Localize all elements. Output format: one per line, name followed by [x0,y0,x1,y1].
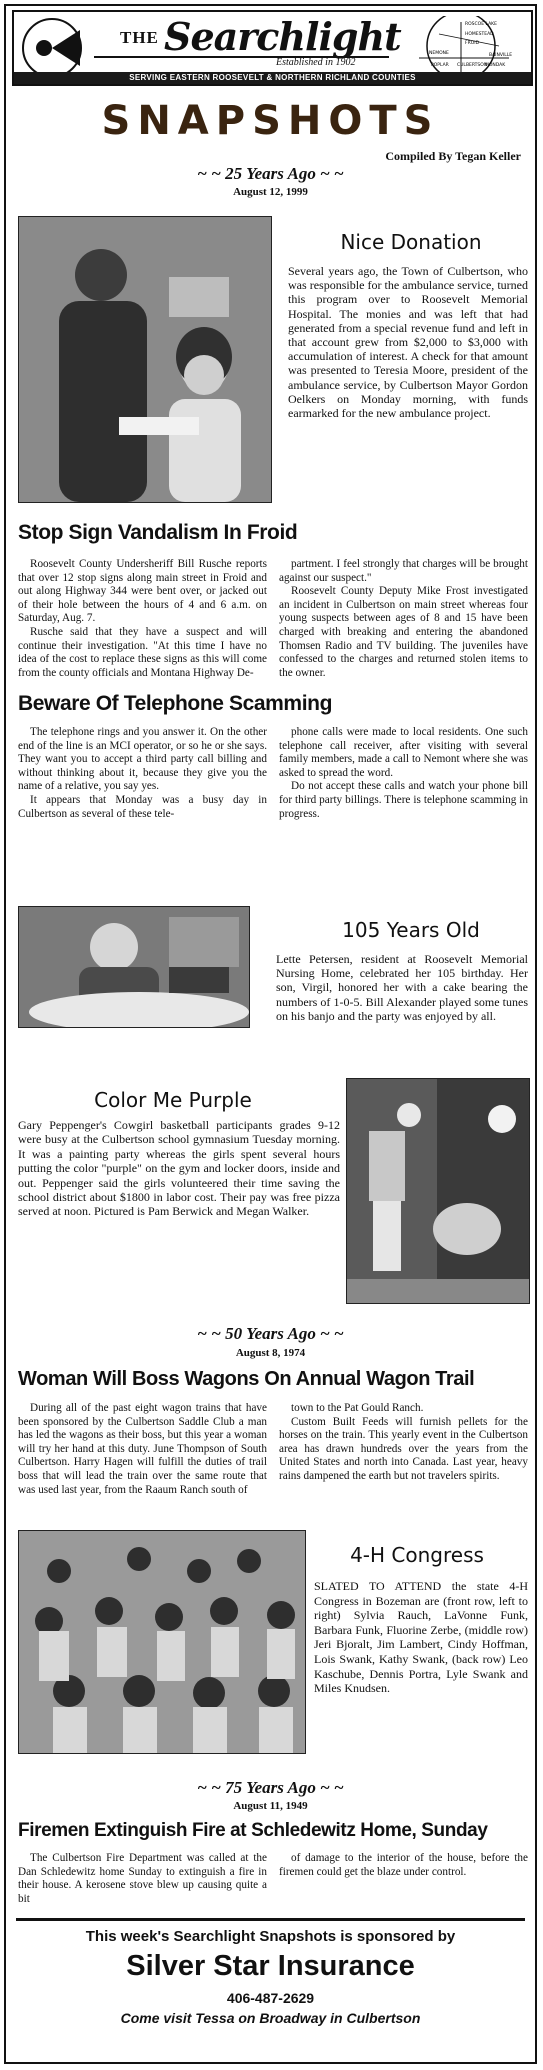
headline-color-me-purple: Color Me Purple [94,1088,252,1112]
masthead [12,10,533,86]
sponsor-phone: 406-487-2629 [226,1990,315,2006]
map-label: MONDAK [485,63,506,68]
article-wagon-trail [18,1402,528,1497]
paragraph: Custom Built Feeds will furnish pellets for the horses on the train. This yearly event in the Culbertson area has drawn hundreds over the years from the United States and north into Canada. Last year, heavy rains dampened the earth but not travelers spirits. [279,1415,528,1482]
masthead-name: Searchlight [164,14,401,59]
article-text: Gary Peppenger's Cowgirl basketball participants grades 9-12 were busy at the Culbertson school gymnasium Tuesday morning. It was a painting party whereas the girls spent several hours putting the color "purple" on the gym and locker doors, inside and out. Peppenger said the girls volunteered their time saving the school district about $1800 in labor cost. Their pay was free pizza served at noon. Pictured is Pam Berwick and Megan Walker. [18,1118,340,1219]
paragraph: of damage to the interior of the house, before the firemen could get the blaze under control. [279,1852,528,1878]
headline-nice-donation: Nice Donation [340,230,482,254]
sponsor-name: Silver Star Insurance [126,1950,415,1982]
headline-stop-sign: Stop Sign Vandalism In Froid [18,521,298,544]
column-1 [18,1852,267,1906]
article-text: Several years ago, the Town of Culbertson, who was responsible for the ambulance service, turned this program over to Roosevelt Memorial Hospital. The monies and was left that had generated from a special revenue fund and left in that account grew from $2,000 to $3,000 with accumulation of interest. A check for that amount was presented to Teresia Moore, president of the ambulance service, by Culbertson Mayor Gordon Oelkers on Monday morning, with funds earmarked for the new ambulance project. [288,264,528,421]
headline-wagon-trail: Woman Will Boss Wagons On Annual Wagon Trail [18,1368,475,1390]
article-105-years [276,952,528,1023]
era-date-75: August 11, 1949 [233,1800,308,1812]
column-2 [279,558,528,680]
paragraph: During all of the past eight wagon trains that have been sponsored by the Culbertson Saddle Club a man has led the wagons as their boss, but this year a woman will try her hand at this duty. June Thompson of South Culbertson. Harry Hagen will fulfill the duties of trail boss that will lead the train over the same route that was used last year, from the Raaum Ranch south of [18,1402,267,1496]
article-color-me-purple [18,1118,340,1219]
sponsor-rule [16,1918,525,1921]
column-1 [18,558,267,680]
article-scamming [18,726,528,821]
paragraph: Rusche said that they have a suspect and will continue their investigation. "At this time I have no idea of the cost to replace these signs as this will come from the county officials and Montana Highway De- [18,625,267,679]
birthday-photo [18,906,250,1028]
article-firemen [18,1852,528,1906]
paragraph: Do not accept these calls and watch your phone bill for third party billings. There is telephone scamming in progress. [279,780,528,820]
donation-photo [18,216,272,503]
masthead-tagline: SERVING EASTERN ROOSEVELT & NORTHERN RICHLAND COUNTIES [14,72,531,84]
column-2 [279,1402,528,1497]
map-label: FROID [465,41,480,46]
column-2 [279,1852,528,1906]
headline-4h-congress: 4-H Congress [350,1543,484,1567]
article-text: SLATED TO ATTEND the state 4-H Congress in Bozeman are (front row, left to right) Sylvia Rauch, LaVonne Funk, Barbara Funk, Fluorine Zerbe, (middle row) Jeri Bjoralt, Jim Lambert, Cindy Hoffman, Lois Swank, Kathy Swank, (back row) Leo Kaschube, Dennis Portra, Lyle Swank and Miles Knudsen. [314,1579,528,1696]
paragraph: phone calls were made to local residents. One such telephone call receiver, after visiting with several family members, made a call to Nemont where she was asked to spread the word. [279,726,528,779]
purple-paint-photo [346,1078,530,1304]
page-title: SNAPSHOTS [101,98,440,144]
page [4,4,537,2064]
map-label: ROSCOE LAKE [465,22,497,27]
map-label: BAINVILLE [489,53,513,58]
masthead-the: THE [120,28,159,47]
column-1 [18,1402,267,1497]
masthead-established: Established in 1902 [276,57,356,68]
era-heading-50: ~ ~ 50 Years Ago ~ ~ [197,1324,344,1343]
paragraph: town to the Pat Gould Ranch. [291,1402,424,1414]
map-label: CULBERTSON [457,63,488,68]
era-heading-75: ~ ~ 75 Years Ago ~ ~ [197,1778,344,1797]
paragraph: partment. I feel strongly that charges will be brought against our suspect." [279,558,528,584]
area-map-icon [399,16,523,76]
sponsor-visit: Come visit Tessa on Broadway in Culbertson [120,2010,421,2026]
article-4h-congress [314,1579,528,1696]
compiled-by: Compiled By Tegan Keller [385,149,521,163]
paragraph: The Culbertson Fire Department was called at the Dan Schledewitz home Sunday to extinguish a fire in their house. A kerosene stove blew up causing quite a bit [18,1852,267,1905]
article-nice-donation [288,264,528,420]
map-label: NEMONE [429,51,449,56]
era-date-50: August 8, 1974 [235,1347,306,1359]
column-2 [279,726,528,821]
era-heading-25: ~ ~ 25 Years Ago ~ ~ [197,164,344,183]
fourh-group-photo [18,1530,306,1754]
headline-105-years: 105 Years Old [342,918,480,942]
headline-scamming: Beware Of Telephone Scamming [18,692,332,715]
era-date-25: August 12, 1999 [233,186,308,198]
article-text: Lette Petersen, resident at Roosevelt Memorial Nursing Home, celebrated her 105 birthday. Her son, Virgil, honored her with a cake bearing the numbers of 1-0-5. Bill Alexander played some tunes on his banjo and the party was enjoyed by all. [276,952,528,1023]
map-label: POPLAR [431,63,449,68]
sponsor-intro: This week's Searchlight Snapshots is sponsored by [85,1928,456,1945]
map-label: HOMESTEAD [465,32,494,37]
searchlight-logo-icon [20,16,84,80]
paragraph: It appears that Monday was a busy day in Culbertson as several of these tele- [18,793,267,820]
headline-firemen: Firemen Extinguish Fire at Schledewitz Home, Sunday [18,1820,488,1841]
paragraph: Roosevelt County Undersheriff Bill Rusche reports that over 12 stop signs along main street in Froid and out along Highway 344 were bent over, or jacked out of their hole between the hours of 4 and 6 a.m. on Saturday, Aug. 7. [18,558,267,625]
paragraph: The telephone rings and you answer it. On the other end of the line is an MCI operator, or so he or she says. They want you to accept a third party call billing and without thinking about it, because they give you the name of a relative, you say yes. [18,726,267,793]
article-stop-sign [18,558,528,680]
column-1 [18,726,267,821]
paragraph: Roosevelt County Deputy Mike Frost investigated an incident in Culbertson on main street whereas four young suspects between ages of 8 and 15 have been charged with breaking and entering the abandoned Thomsen Radio and TV building. The juveniles have confessed to the charges and returned stolen items to the owner. [279,585,528,679]
